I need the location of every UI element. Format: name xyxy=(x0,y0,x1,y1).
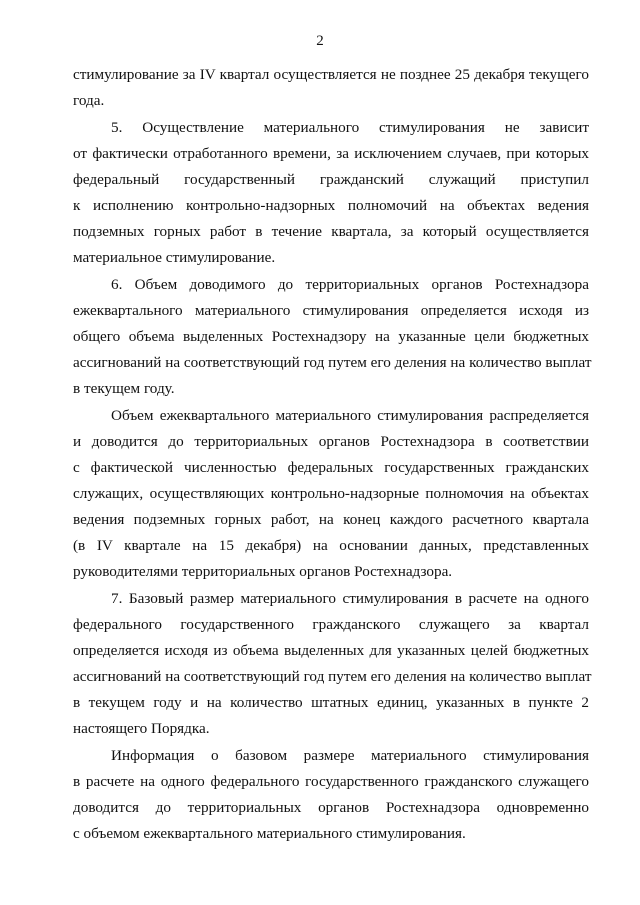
text-line: ассигнований на соответствующий год путем его деления на количество выплат xyxy=(73,354,592,371)
text-line: федеральный государственный гражданский служащий приступил xyxy=(73,171,589,188)
text-line: с фактической численностью федеральных государственных гражданских xyxy=(73,459,589,476)
text-line: и доводится до территориальных органов Ростехнадзора в соответствии xyxy=(73,433,589,450)
text-line: материальное стимулирование. xyxy=(73,249,276,266)
text-line: стимулирование за IV квартал осуществляется не позднее 25 декабря текущего xyxy=(73,66,589,83)
text-line: (в IV квартале на 15 декабря) на основании данных, представленных xyxy=(73,537,589,554)
text-line: года. xyxy=(73,92,105,109)
text-line: в текущем году. xyxy=(73,380,175,397)
text-line: к исполнению контрольно-надзорных полномочий на объектах ведения xyxy=(73,197,589,214)
text-line: от фактически отработанного времени, за исключением случаев, при которых xyxy=(73,145,589,162)
text-line: доводится до территориальных органов Ростехнадзора одновременно xyxy=(73,799,589,816)
text-line: общего объема выделенных Ростехнадзору на указанные цели бюджетных xyxy=(73,328,589,345)
text-line: подземных горных работ в течение квартала, за который осуществляется xyxy=(73,223,589,240)
text-line: 5. Осуществление материального стимулирования не зависит xyxy=(111,119,589,136)
text-line: служащих, осуществляющих контрольно-надзорные полномочия на объектах xyxy=(73,485,589,502)
text-line: в текущем году и на количество штатных единиц, указанных в пункте 2 xyxy=(73,694,589,711)
text-line: Объем ежеквартального материального стимулирования распределяется xyxy=(111,407,589,424)
text-line: руководителями территориальных органов Ростехнадзора. xyxy=(73,563,453,580)
text-line: с объемом ежеквартального материального стимулирования. xyxy=(73,825,466,842)
text-line: 6. Объем доводимого до территориальных органов Ростехнадзора xyxy=(111,276,589,293)
text-line: 7. Базовый размер материального стимулирования в расчете на одного xyxy=(111,590,589,607)
text-line: ежеквартального материального стимулирования определяется исходя из xyxy=(73,302,589,319)
text-line: Информация о базовом размере материального стимулирования xyxy=(111,747,589,764)
text-line: настоящего Порядка. xyxy=(73,720,210,737)
text-line: ведения подземных горных работ, на конец каждого расчетного квартала xyxy=(73,511,589,528)
text-line: федерального государственного гражданского служащего за квартал xyxy=(73,616,589,633)
text-line: в расчете на одного федерального государственного гражданского служащего xyxy=(73,773,589,790)
text-line: определяется исходя из объема выделенных для указанных целей бюджетных xyxy=(73,642,589,659)
page-number: 2 xyxy=(316,33,324,49)
text-line: ассигнований на соответствующий год путем его деления на количество выплат xyxy=(73,668,592,685)
